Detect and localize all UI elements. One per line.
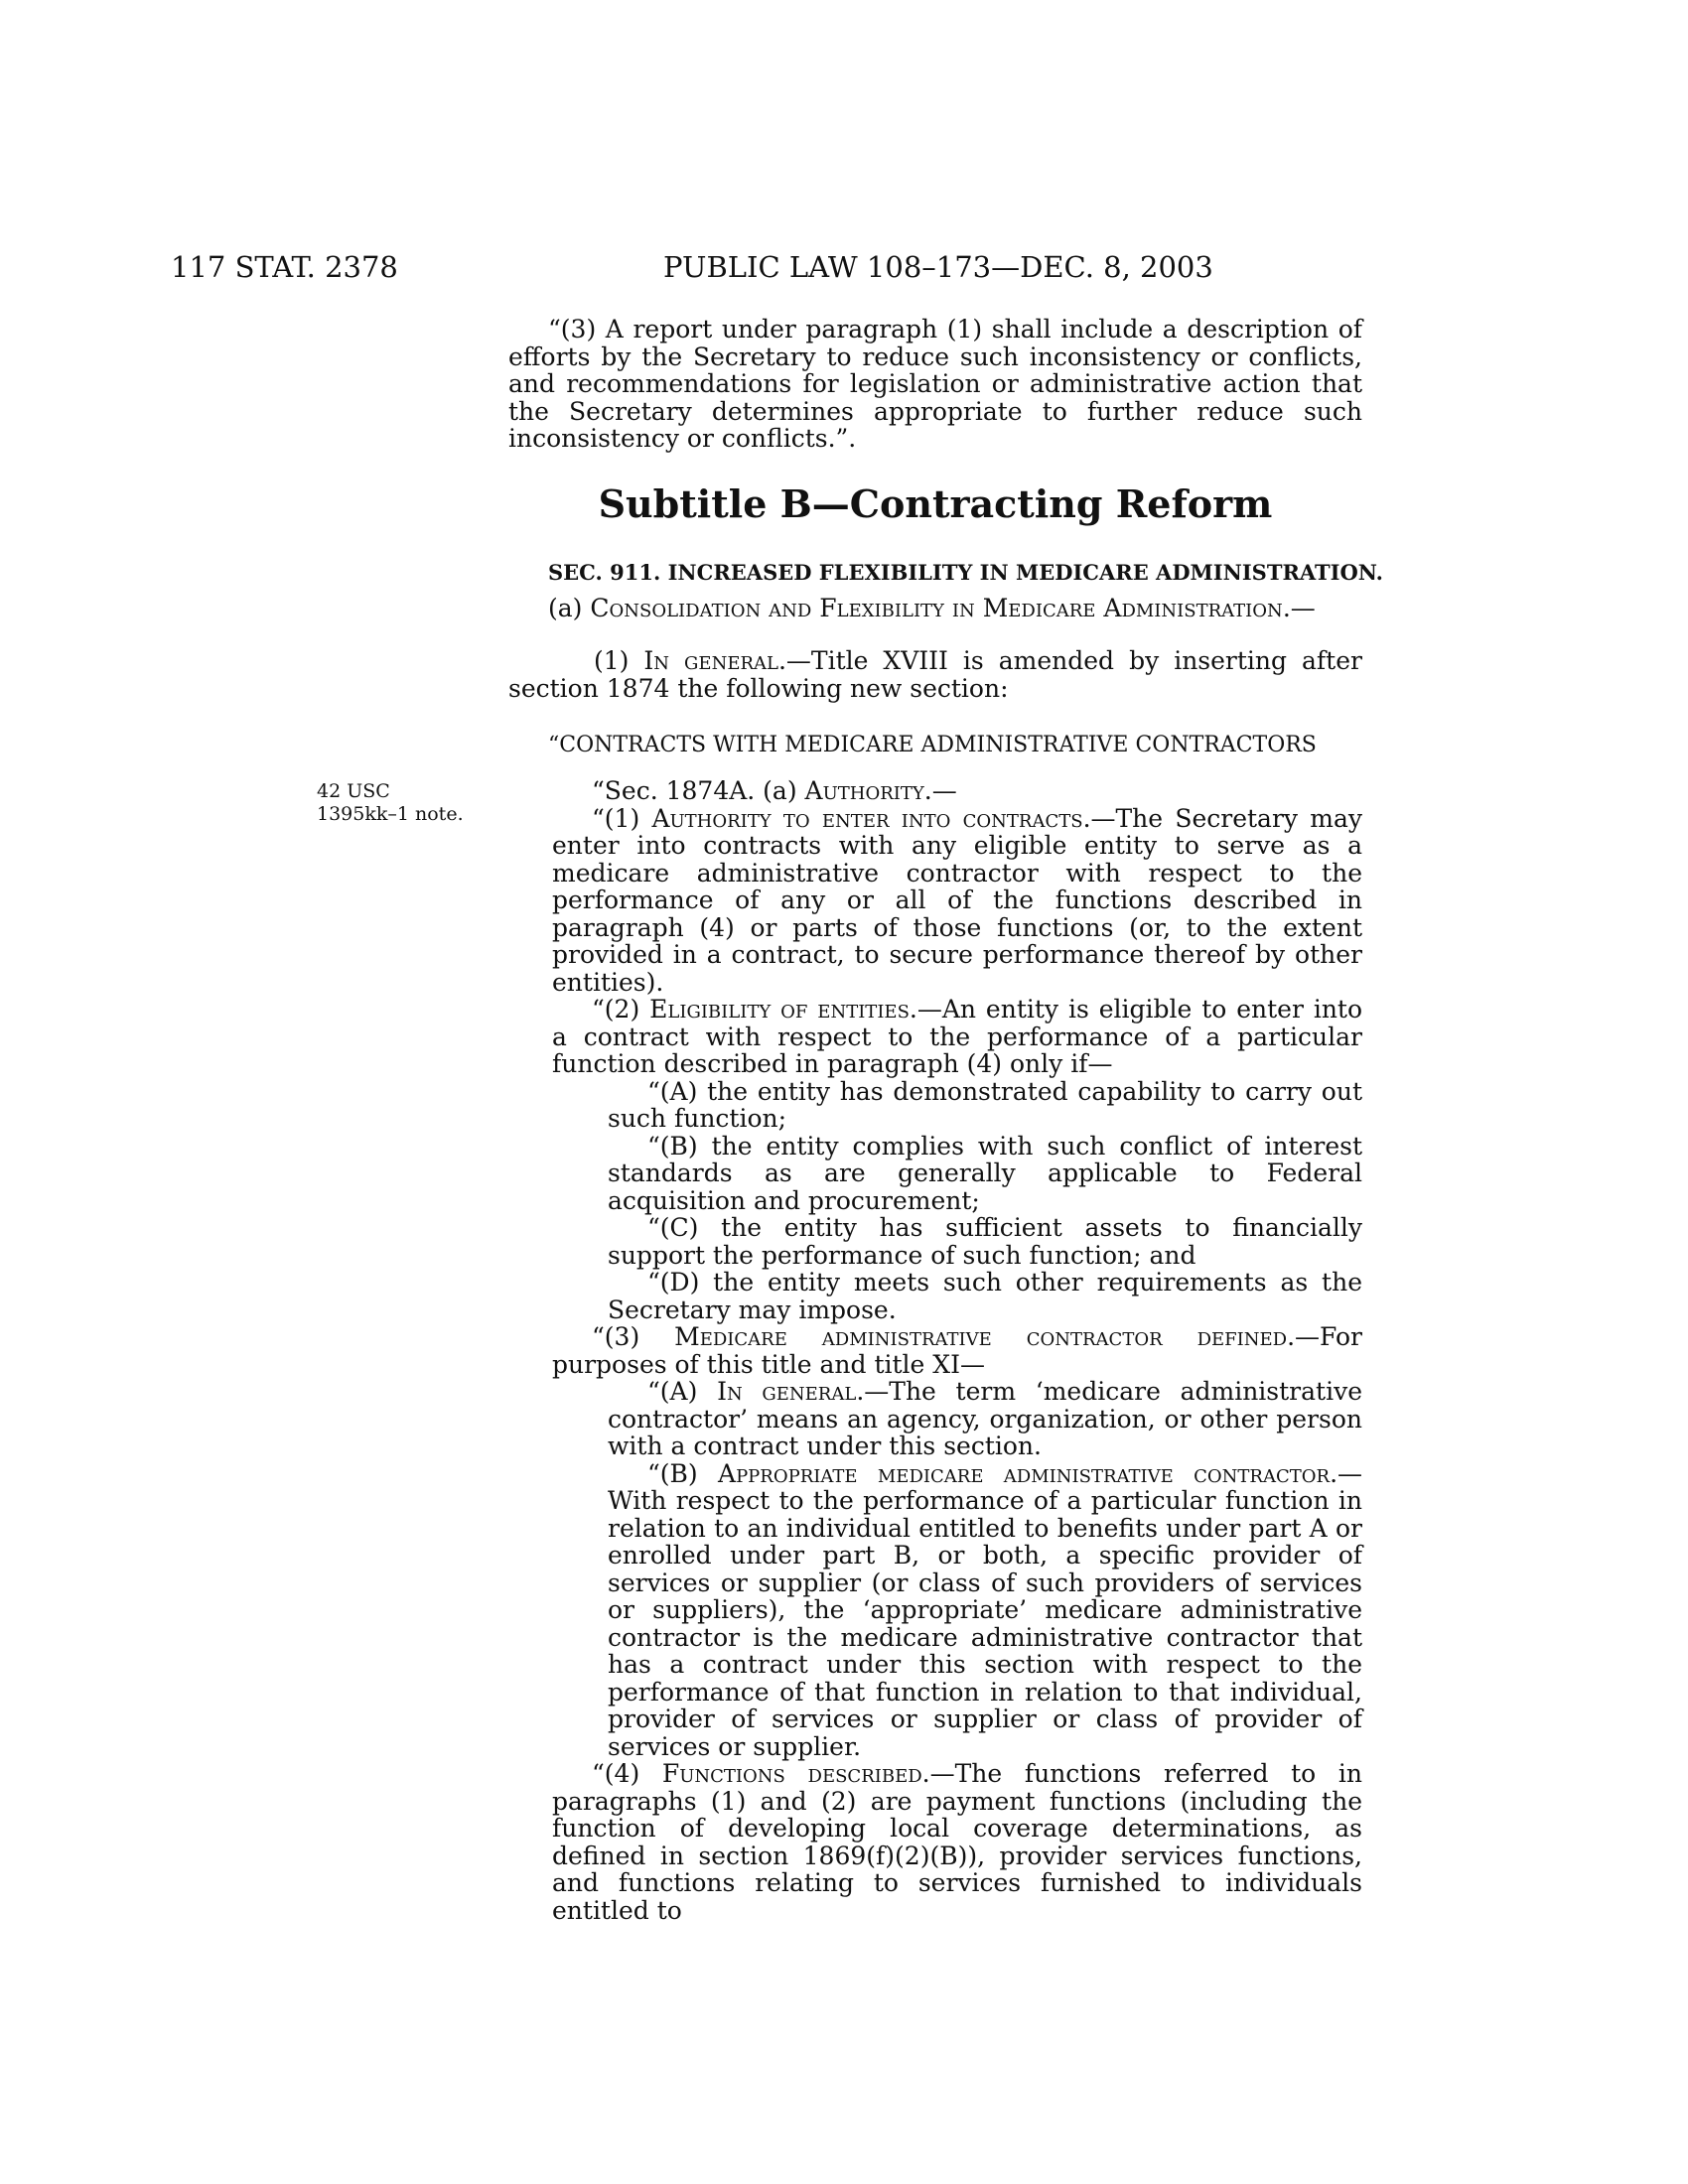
- margin-note: [317, 780, 464, 826]
- authority-paragraph-1: [552, 805, 1362, 997]
- definition-b-text: .—With respect to the performance of a particular function in relation to an individual entitled to benefits under part A or enrolled under part B, or both, a specific provider of services or supplier (or class of such providers of services or suppliers), the ‘appropriate’ medicare administrative contractor is the medicare administrative contractor that has a contract under this section with respect to the performance of that function in relation to that individual, provider of services or supplier or class of provider of services or supplier.: [608, 1458, 1363, 1761]
- definition-a: [552, 1378, 1362, 1460]
- eligibility-d: “(D) the entity meets such other requirements as the Secretary may impose.: [608, 1268, 1362, 1324]
- report-paragraph: “(3) A report under paragraph (1) shall include a description of efforts by the Secretary to reduce such inconsistency or conflicts, and recommendations for legislation or administrative action that the Secretary determines appropriate to further reduce such inconsistency or conflicts.”.: [508, 315, 1362, 453]
- authority-paragraph-3: [552, 1323, 1362, 1378]
- section-1874a-heading: [552, 777, 1362, 805]
- paragraph-1: [508, 647, 1362, 702]
- subsection-a-heading: Consolidation and Flexibility in Medicare Administration: [590, 594, 1283, 622]
- eligibility-c: “(C) the entity has sufficient assets to financially support the performance of such function; and: [608, 1213, 1362, 1270]
- page-header: [0, 250, 1688, 290]
- authority-2-heading: Eligibility of entities: [649, 995, 910, 1024]
- paragraph-1-label: (1): [594, 646, 644, 675]
- authority-paragraph-4: [552, 1760, 1362, 1924]
- authority-2-label: “(2): [592, 995, 650, 1024]
- authority-3-label: “(3): [592, 1322, 675, 1351]
- authority-1-label: “(1): [592, 803, 652, 833]
- section-1874a-prefix: “Sec. 1874A. (a): [592, 776, 805, 805]
- definition-a-heading: In general: [717, 1377, 857, 1406]
- authority-1-heading: Authority to enter into contracts: [651, 803, 1083, 833]
- statute-page-number: 117 STAT. 2378: [171, 250, 398, 284]
- definition-a-label: “(A): [647, 1377, 718, 1406]
- paragraph-1-heading: In general: [643, 646, 778, 675]
- eligibility-b: “(B) the entity complies with such conflict of interest standards as are generally applicable to Federal acquisition and procurement;: [608, 1131, 1362, 1215]
- section-heading: SEC. 911. INCREASED FLEXIBILITY IN MEDICARE ADMINISTRATION.: [548, 560, 1383, 585]
- authority-heading: Authority: [804, 776, 924, 805]
- authority-4-text: .—The functions referred to in paragraphs (1) and (2) are payment functions (including the function of developing local coverage determinations, as defined in section 1869(f)(2)(B)), provider services functions, and functions relating to services furnished to individuals entitled to: [552, 1759, 1362, 1925]
- public-law-citation: PUBLIC LAW 108–173—DEC. 8, 2003: [663, 250, 1213, 284]
- contracts-heading: “CONTRACTS WITH MEDICARE ADMINISTRATIVE CONTRACTORS: [548, 733, 1317, 757]
- definition-b-label: “(B): [647, 1458, 719, 1488]
- margin-note-line-1: 42 USC: [317, 780, 390, 802]
- subtitle-heading: Subtitle B—Contracting Reform: [598, 481, 1273, 526]
- definition-b: [552, 1460, 1362, 1761]
- paragraph-1-text: .—Title XVIII is amended by inserting after section 1874 the following new section:: [508, 646, 1362, 703]
- authority-3-text: .—For purposes of this title and title XI—: [552, 1322, 1362, 1379]
- authority-4-label: “(4): [592, 1759, 662, 1788]
- definition-b-heading: Appropriate medicare administrative contractor: [718, 1458, 1331, 1488]
- definition-a-text: .—The term ‘medicare administrative contractor’ means an agency, organization, or other person with a contract under this section.: [608, 1377, 1362, 1460]
- authority-dash: .—: [923, 776, 957, 805]
- eligibility-a: “(A) the entity has demonstrated capability to carry out such function;: [608, 1076, 1362, 1133]
- authority-paragraph-2: [552, 996, 1362, 1078]
- authority-2-text: .—An entity is eligible to enter into a contract with respect to the performance of a particular function described in paragraph (4) only if—: [552, 995, 1363, 1078]
- authority-4-heading: Functions described: [661, 1759, 922, 1788]
- subsection-a-label: (a): [548, 594, 591, 622]
- authority-1-text: .—The Secretary may enter into contracts with any eligible entity to serve as a medicare administrative contractor with respect to the performance of any or all of the functions described in paragraph (4) or parts of those functions (or, to the extent provided in a contract, to secure performance thereof by other entities).: [552, 803, 1362, 997]
- section-1874a-body: [552, 777, 1362, 1924]
- subsection-a-dash: .—: [1282, 594, 1316, 622]
- subsection-a: [508, 595, 1362, 622]
- margin-note-line-2: 1395kk–1 note.: [317, 803, 464, 825]
- authority-3-heading: Medicare administrative contractor defined: [674, 1322, 1288, 1351]
